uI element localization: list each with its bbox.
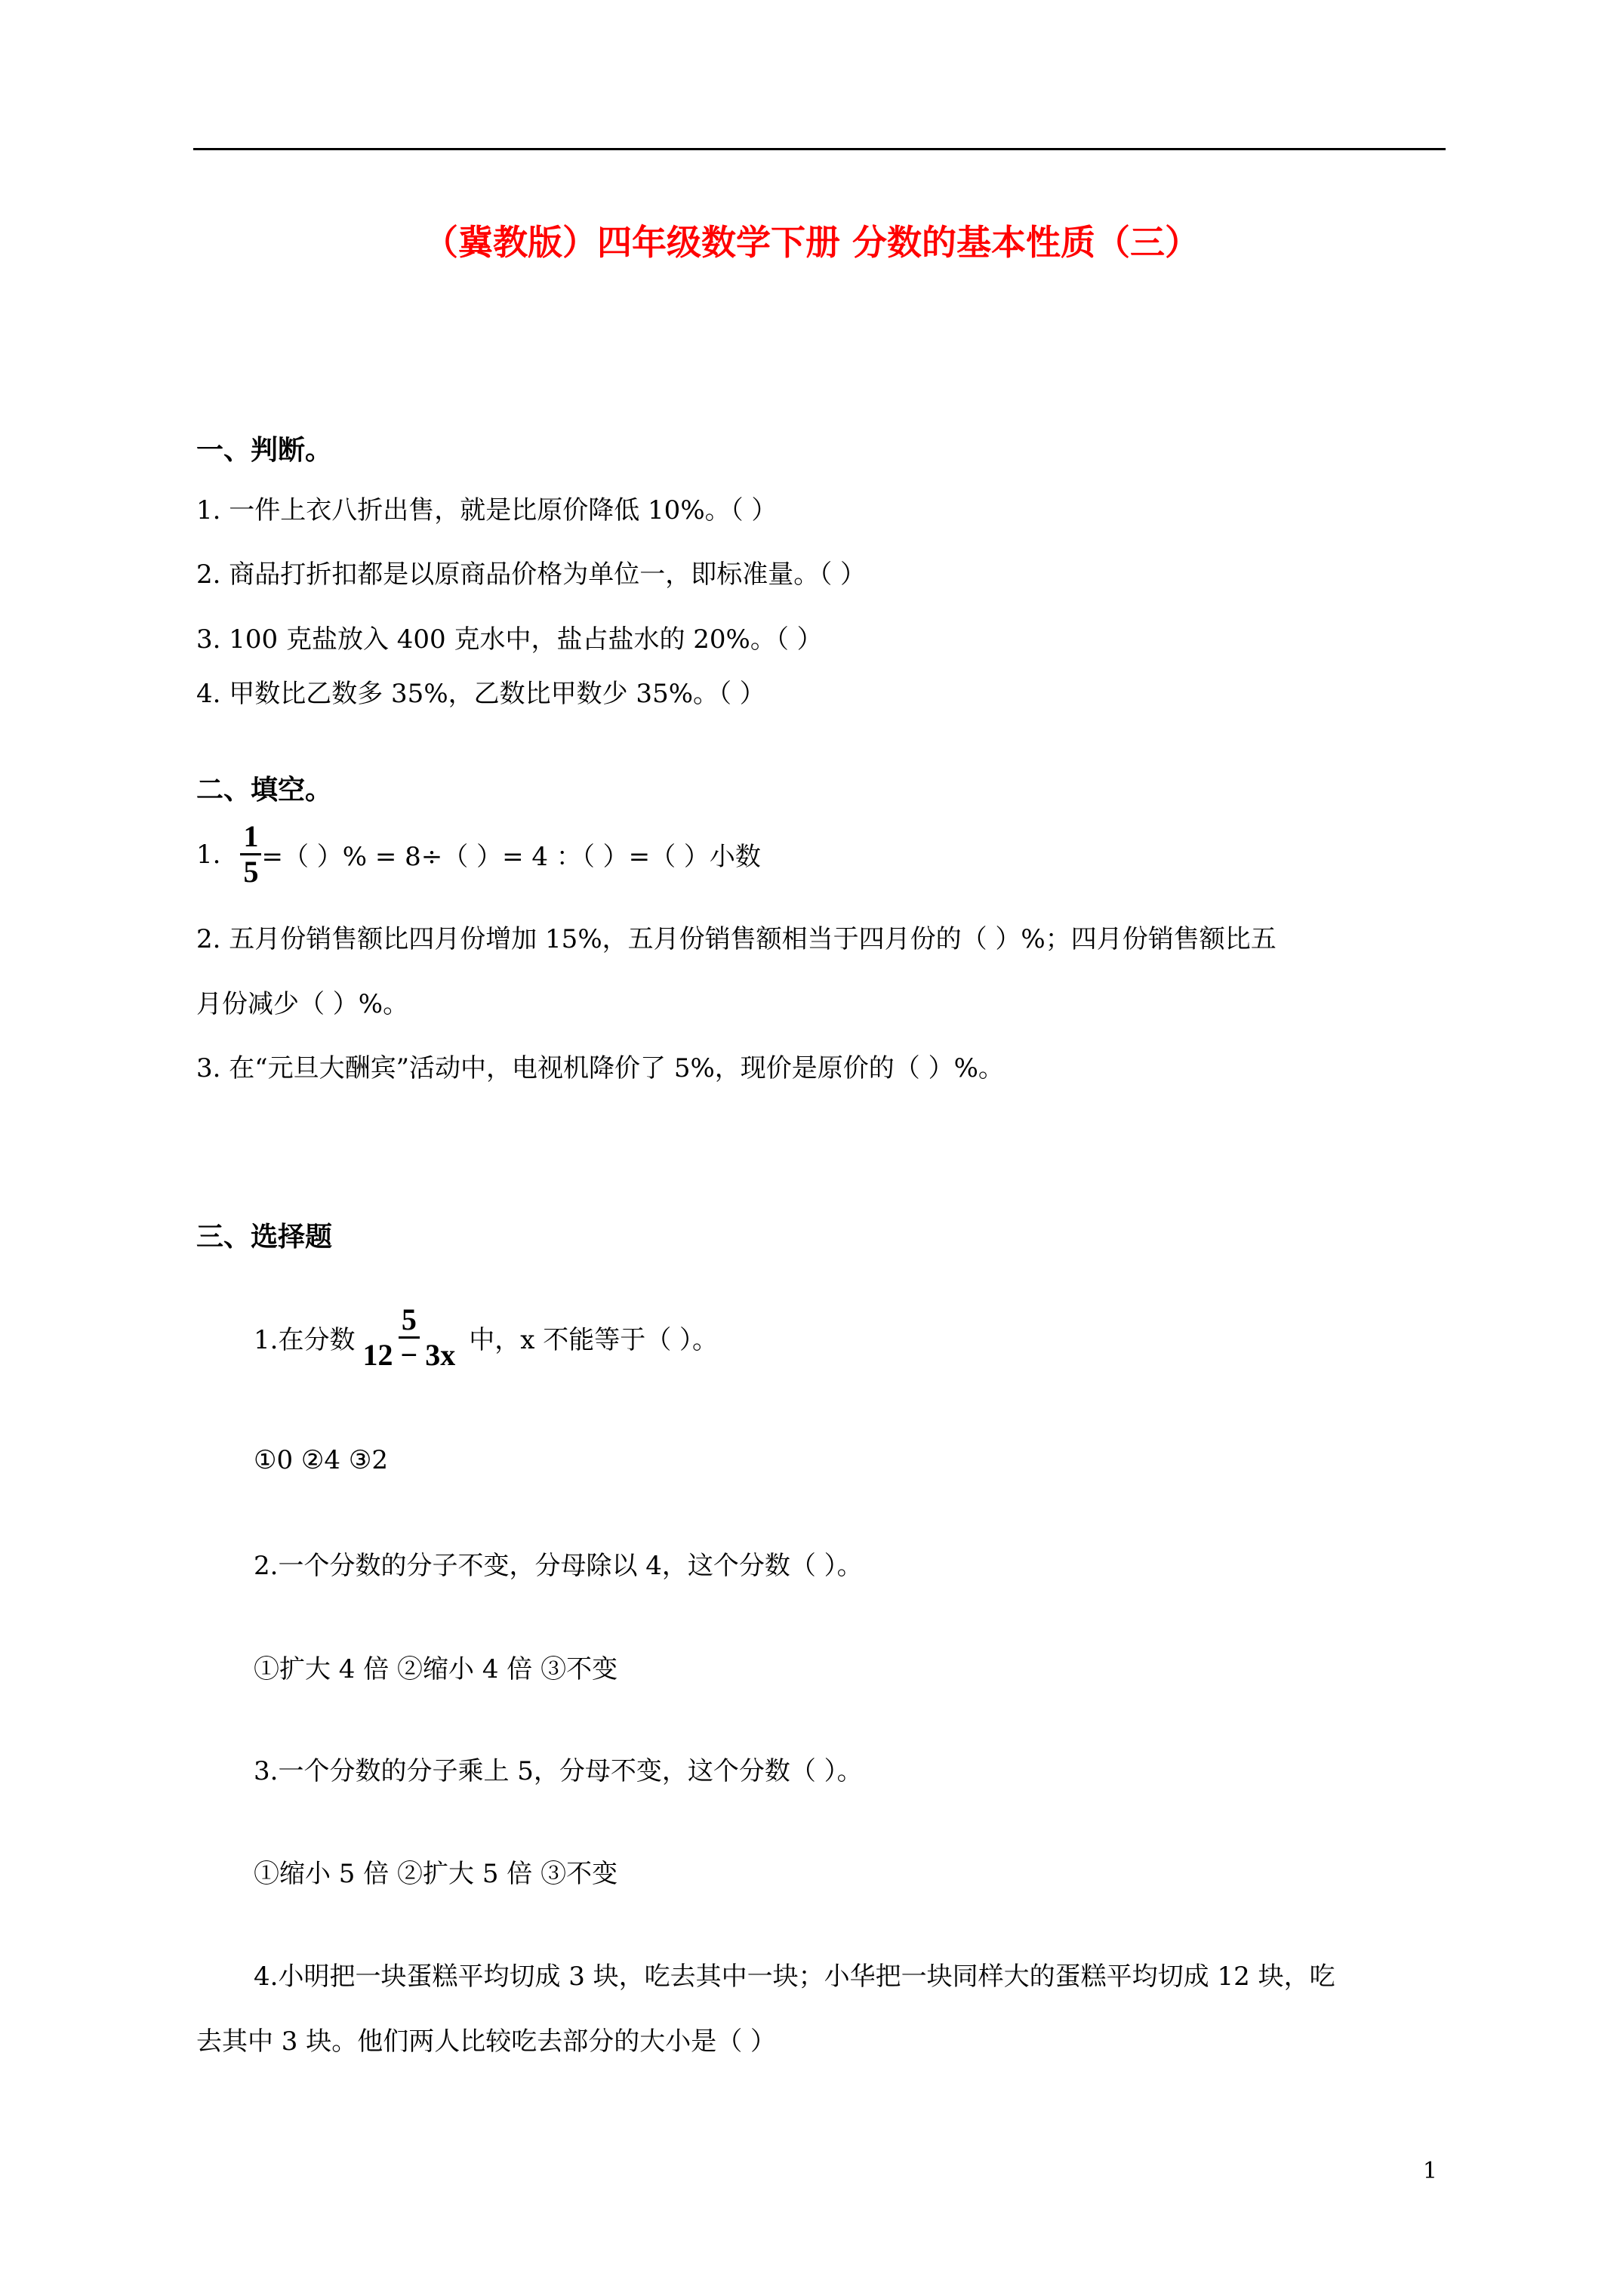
choice-question-1-options: ①0 ②4 ③2 (254, 1445, 388, 1475)
page-title: （冀教版）四年级数学下册 分数的基本性质（三） (423, 222, 1200, 263)
choice-question-1-prefix: 1.在分数 (254, 1325, 356, 1355)
fill-item-2-line-1: 2. 五月份销售额比四月份增加 15%，五月份销售额相当于四月份的（ ）%；四月份销售额比五 (196, 924, 1277, 954)
section-3-heading: 三、选择题 (196, 1221, 333, 1253)
choice-question-4-line-2: 去其中 3 块。他们两人比较吃去部分的大小是（ ） (196, 2026, 777, 2057)
choice-question-3: 3.一个分数的分子乘上 5，分母不变，这个分数（ ）。 (254, 1756, 863, 1786)
judge-item-4: 4. 甲数比乙数多 35%，乙数比甲数少 35%。（ ） (196, 679, 765, 709)
fill-item-3: 3. 在“元旦大酬宾”活动中，电视机降价了 5%，现价是原价的（ ）%。 (196, 1053, 1004, 1083)
section-2-heading: 二、填空。 (196, 774, 333, 806)
fill-item-1-number: 1. (196, 839, 221, 870)
judge-item-2: 2. 商品打折扣都是以原商品价格为单位一，即标准量。（ ） (196, 559, 867, 590)
fraction-denominator: 12 − 3x (362, 1338, 456, 1372)
section-1-heading: 一、判断。 (196, 434, 333, 466)
choice-question-1 (254, 1303, 718, 1372)
choice-question-2: 2.一个分数的分子不变，分母除以 4，这个分数（ ）。 (254, 1551, 863, 1581)
header-rule (193, 148, 1446, 150)
fill-item-1 (196, 820, 761, 889)
fill-item-2-line-2: 月份减少（ ）%。 (196, 989, 409, 1019)
fill-item-1-text: =（ ）% = 8÷（ ）= 4 ：（ ）=（ ）小数 (261, 842, 761, 872)
choice-question-1-suffix: 中，x 不能等于（ ）。 (469, 1325, 719, 1355)
fraction-5-over-12-minus-3x (359, 1303, 458, 1372)
fraction-one-fifth (240, 820, 261, 889)
fraction-numerator: 5 (399, 1303, 420, 1339)
fraction-denominator: 5 (243, 855, 259, 889)
choice-question-2-options: ①扩大 4 倍 ②缩小 4 倍 ③不变 (254, 1654, 618, 1684)
choice-question-3-options: ①缩小 5 倍 ②扩大 5 倍 ③不变 (254, 1859, 618, 1889)
fraction-numerator: 1 (240, 820, 261, 855)
page-number: 1 (1422, 2158, 1437, 2184)
judge-item-1: 1. 一件上衣八折出售，就是比原价降低 10%。（ ） (196, 495, 778, 525)
choice-question-4-line-1: 4.小明把一块蛋糕平均切成 3 块，吃去其中一块；小华把一块同样大的蛋糕平均切成 12 块，吃 (254, 1962, 1335, 1992)
judge-item-3: 3. 100 克盐放入 400 克水中，盐占盐水的 20%。（ ） (196, 624, 823, 655)
